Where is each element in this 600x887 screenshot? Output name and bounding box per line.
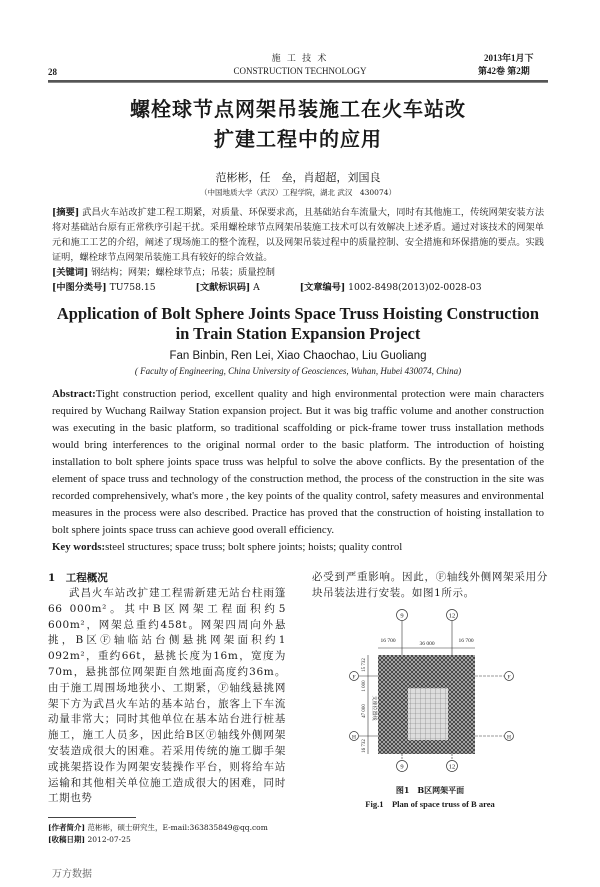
- support-line-label: 支座位置线: [371, 695, 376, 721]
- watermark-wanfang: 万方数据: [52, 869, 92, 881]
- footnote-received: [48, 834, 286, 846]
- title-cn-line1: 螺栓球节点网架吊装施工在火车站改: [130, 97, 466, 121]
- affiliation-en: ( Faculty of Engineering, China University of Geosciences, Wuhan, Hubei 430074, China): [134, 366, 462, 376]
- footnote-rule: [48, 817, 136, 818]
- figure-truss-plan: [340, 608, 520, 773]
- dim-left-2: 1 000: [362, 679, 367, 692]
- affiliation-cn: （中国地质大学（武汉）工程学院，湖北 武汉 430074）: [199, 188, 396, 197]
- page-flow: [48, 94, 548, 882]
- title-en-line1: Application of Bolt Sphere Joints Space Truss Hoisting Construction: [56, 304, 540, 323]
- authors-cn: 范彬彬，任 垒，肖超超，刘国良: [215, 171, 381, 184]
- doc-code-label: [文献标识码]: [195, 282, 251, 293]
- abstract-en-text: Tight construction period, excellent quality and high environmental protection were main characters required by Wuchang Railway Station expansion project. But it was big traffic volume and another construction was executing in the basic platform, so traditional scaffolding or pick-frame tower truss installation methods would bring interferences to the original normal order to the basic platform. The introduction of hoisting installation to bolt sphere joints space truss was helpful to solve the above conflicts. By the presentation of the element of space truss and technology of the construction method, the process of the construction in the site was recorded comprehensively, what's more , the key points of the quality control, safety measures and environmental measures in the process were also described. Practice has proved that the construction of hoisting installation to bolt sphere joints space truss can achieve good overall efficiency.: [52, 388, 544, 536]
- dim-top-right: 16 700: [458, 637, 474, 644]
- dim-left-4: 16 732: [362, 738, 367, 753]
- dim-left-1: 15 732: [362, 657, 367, 672]
- axis-label-left-f: F: [352, 674, 356, 681]
- axis-label-left-h: H: [352, 734, 356, 741]
- left-column: [48, 570, 286, 882]
- dim-top-left: 16 700: [380, 637, 396, 644]
- clc-value: TU758.15: [109, 282, 156, 293]
- footnote-author-label: [作者简介]: [48, 823, 86, 833]
- section-heading: 1 工程概况: [48, 572, 108, 584]
- axis-label-top-9: 9: [400, 612, 404, 620]
- footnote-author-text: 范彬彬，硕士研究生，E-mail:363835849@qq.com: [87, 823, 268, 833]
- keywords-en-text: steel structures; space truss; bolt sphere joints; hoists; quality control: [105, 541, 403, 553]
- classification-row: [52, 280, 544, 295]
- clc-label: [中图分类号]: [52, 282, 107, 293]
- keywords-cn-label: [关键词]: [52, 267, 89, 278]
- dim-left-3: 47 000: [362, 703, 367, 718]
- abstract-en-label: Abstract:: [52, 388, 96, 400]
- abstract-cn: [52, 205, 544, 265]
- figure-caption-cn: 图1 B区网架平面: [395, 784, 465, 795]
- article-id-label: [文章编号]: [299, 282, 346, 293]
- keywords-cn: [52, 265, 544, 280]
- right-column: [312, 570, 548, 882]
- section-body-right: 必受到严重影响。因此，Ⓕ轴线外侧网架采用分块吊装法进行安装。如图1所示。: [312, 571, 548, 599]
- axis-label-right-f: F: [507, 674, 511, 681]
- journal-name-en: CONSTRUCTION TECHNOLOGY: [233, 66, 367, 76]
- footnote-received-label: [收稿日期]: [48, 835, 86, 845]
- doc-code-value: A: [253, 282, 260, 293]
- axis-label-right-h: H: [507, 734, 511, 741]
- footnote-received-text: 2012-07-25: [87, 835, 131, 845]
- section-body-left: 武昌火车站改扩建工程需新建无站台柱雨篷66 000m²。其中B区网架工程面积约5 600m²，网架总重约458t。网架四周向外悬挑，B区Ⓕ轴临站台侧悬挑网架面积约1 092m²，重约66t，悬挑长度为16m，宽度为70m，悬挑部位网架距自然地面高度约36m。由于施工周围场地狭小、工期紧，Ⓕ轴线悬挑网架下方为武昌火车站的基本站台，旅客上下车流动量非常大；同时其他单位在基本站台进行桩基施工，施工人员多，因此给B区Ⓕ轴线外侧网架安装造成很大的困难。若采用传统的施工脚手架或挑架搭设作为网架安装操作平台，则将给车站运输和其他相关单位施工造成很大的困难，同时工期也势: [48, 587, 286, 805]
- keywords-cn-text: 钢结构；网架；螺栓球节点；吊装；质量控制: [91, 267, 275, 278]
- abstract-cn-text: 武昌火车站改扩建工程工期紧，对质量、环保要求高，且基础站台车流量大，同时有其他施工，传统网架安装方法将对基础站台原有正常秩序引起干扰。采用螺栓球节点网架吊装施工技术可以有效解决上述矛盾。通过对该技术的网架单元和施工工艺的介绍，阐述了现场施工的整个流程，以及网架吊装过程中的质量控制、安全措施和环保措施的要点。实践证明，螺栓球节点网架吊装施工具有较好的综合效益。: [52, 207, 545, 263]
- axis-label-top-12: 12: [448, 612, 456, 620]
- figure-caption-en: Fig.1 Plan of space truss of B area: [365, 798, 495, 809]
- header-rule: [48, 80, 548, 83]
- axis-label-bottom-12: 12: [448, 763, 456, 771]
- truss-inner-grid: [408, 688, 448, 740]
- abstract-en: [52, 386, 544, 539]
- keywords-en: [52, 539, 544, 556]
- journal-name-cn: 施 工 技 术: [271, 53, 329, 63]
- authors-en: Fan Binbin, Ren Lei, Xiao Chaochao, Liu Guoliang: [169, 350, 427, 362]
- title-en-line2: in Train Station Expansion Project: [175, 324, 421, 343]
- footnote-author: [48, 822, 286, 834]
- title-cn-line2: 扩建工程中的应用: [214, 127, 382, 151]
- article-id-value: 1002-8498(2013)02-0028-03: [348, 282, 482, 293]
- keywords-en-label: Key words:: [52, 541, 106, 553]
- page-number: 28: [48, 67, 57, 77]
- issue-date: 2013年1月下: [484, 53, 534, 63]
- dim-top-middle: 36 000: [419, 640, 435, 647]
- abstract-cn-label: [摘要]: [52, 207, 80, 218]
- two-column-body: [48, 570, 548, 882]
- axis-label-bottom-9: 9: [400, 763, 404, 771]
- issue-volume: 第42卷 第2期: [478, 66, 530, 76]
